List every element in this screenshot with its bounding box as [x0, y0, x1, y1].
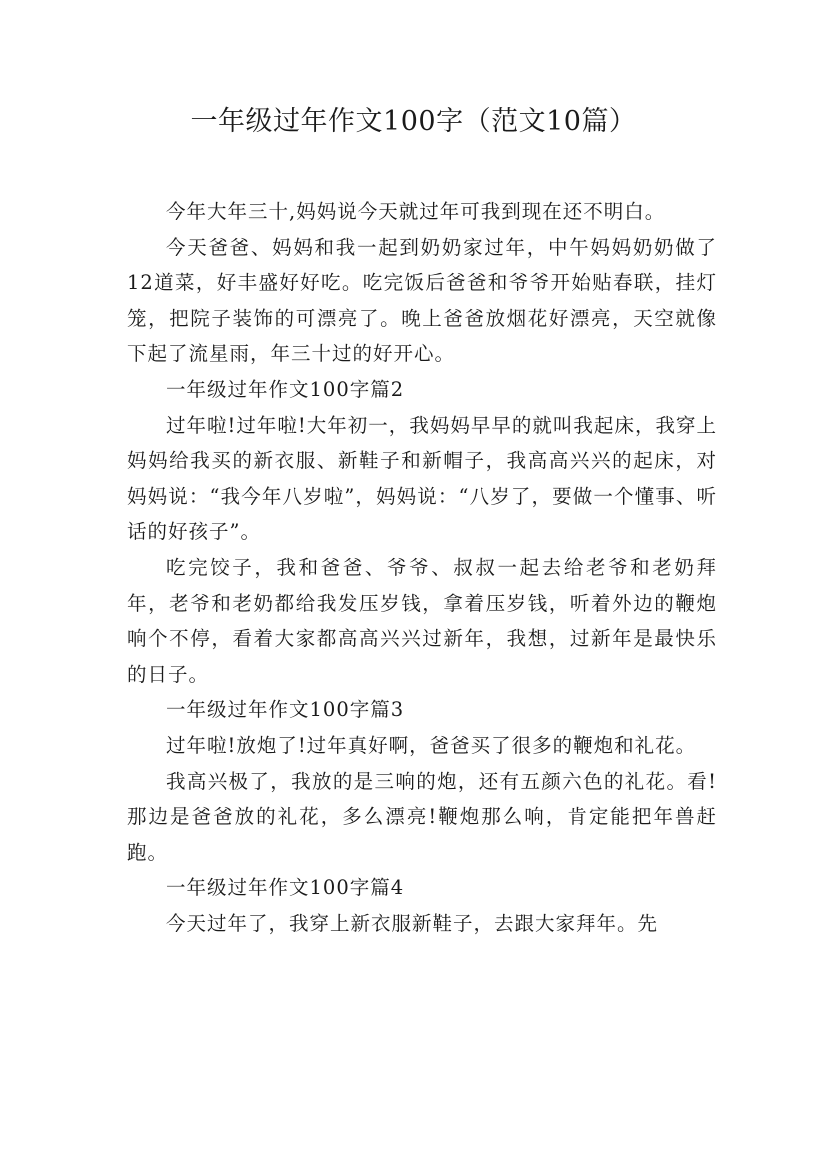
document-title: 一年级过年作文100字（范文10篇）	[190, 106, 637, 137]
section-heading: 一年级过年作文100字篇4	[166, 876, 405, 900]
paragraph: 过年啦!过年啦!大年初一，我妈妈早早的就叫我起床，我穿上妈妈给我买的新衣服、新鞋子和新帽子，我高高兴兴的起床，对妈妈说：“我今年八岁啦”，妈妈说：“八岁了，要做一个懂事、听话的好孩子”。	[127, 413, 717, 544]
document-body	[127, 194, 717, 941]
paragraph: 今天爸爸、妈妈和我一起到奶奶家过年，中午妈妈奶奶做了12道菜，好丰盛好好吃。吃完饭后爸爸和爷爷开始贴春联，挂灯笼，把院子装饰的可漂亮了。晚上爸爸放烟花好漂亮，天空就像下起了流星雨，年三十过的好开心。	[127, 235, 717, 366]
paragraph: 我高兴极了，我放的是三响的炮，还有五颜六色的礼花。看!那边是爸爸放的礼花，多么漂亮!鞭炮那么响，肯定能把年兽赶跑。	[127, 769, 717, 864]
section-heading: 一年级过年作文100字篇3	[166, 698, 405, 722]
paragraph: 今天过年了，我穿上新衣服新鞋子，去跟大家拜年。先	[166, 911, 659, 935]
section-heading: 一年级过年作文100字篇2	[166, 377, 405, 401]
paragraph: 今年大年三十,妈妈说今天就过年可我到现在还不明白。	[166, 200, 666, 223]
paragraph: 吃完饺子，我和爸爸、爷爷、叔叔一起去给老爷和老奶拜年，老爷和老奶都给我发压岁钱，拿着压岁钱，听着外边的鞭炮响个不停，看着大家都高高兴兴过新年，我想，过新年是最快乐的日子。	[127, 555, 717, 686]
paragraph: 过年啦!放炮了!过年真好啊，爸爸买了很多的鞭炮和礼花。	[166, 733, 697, 757]
